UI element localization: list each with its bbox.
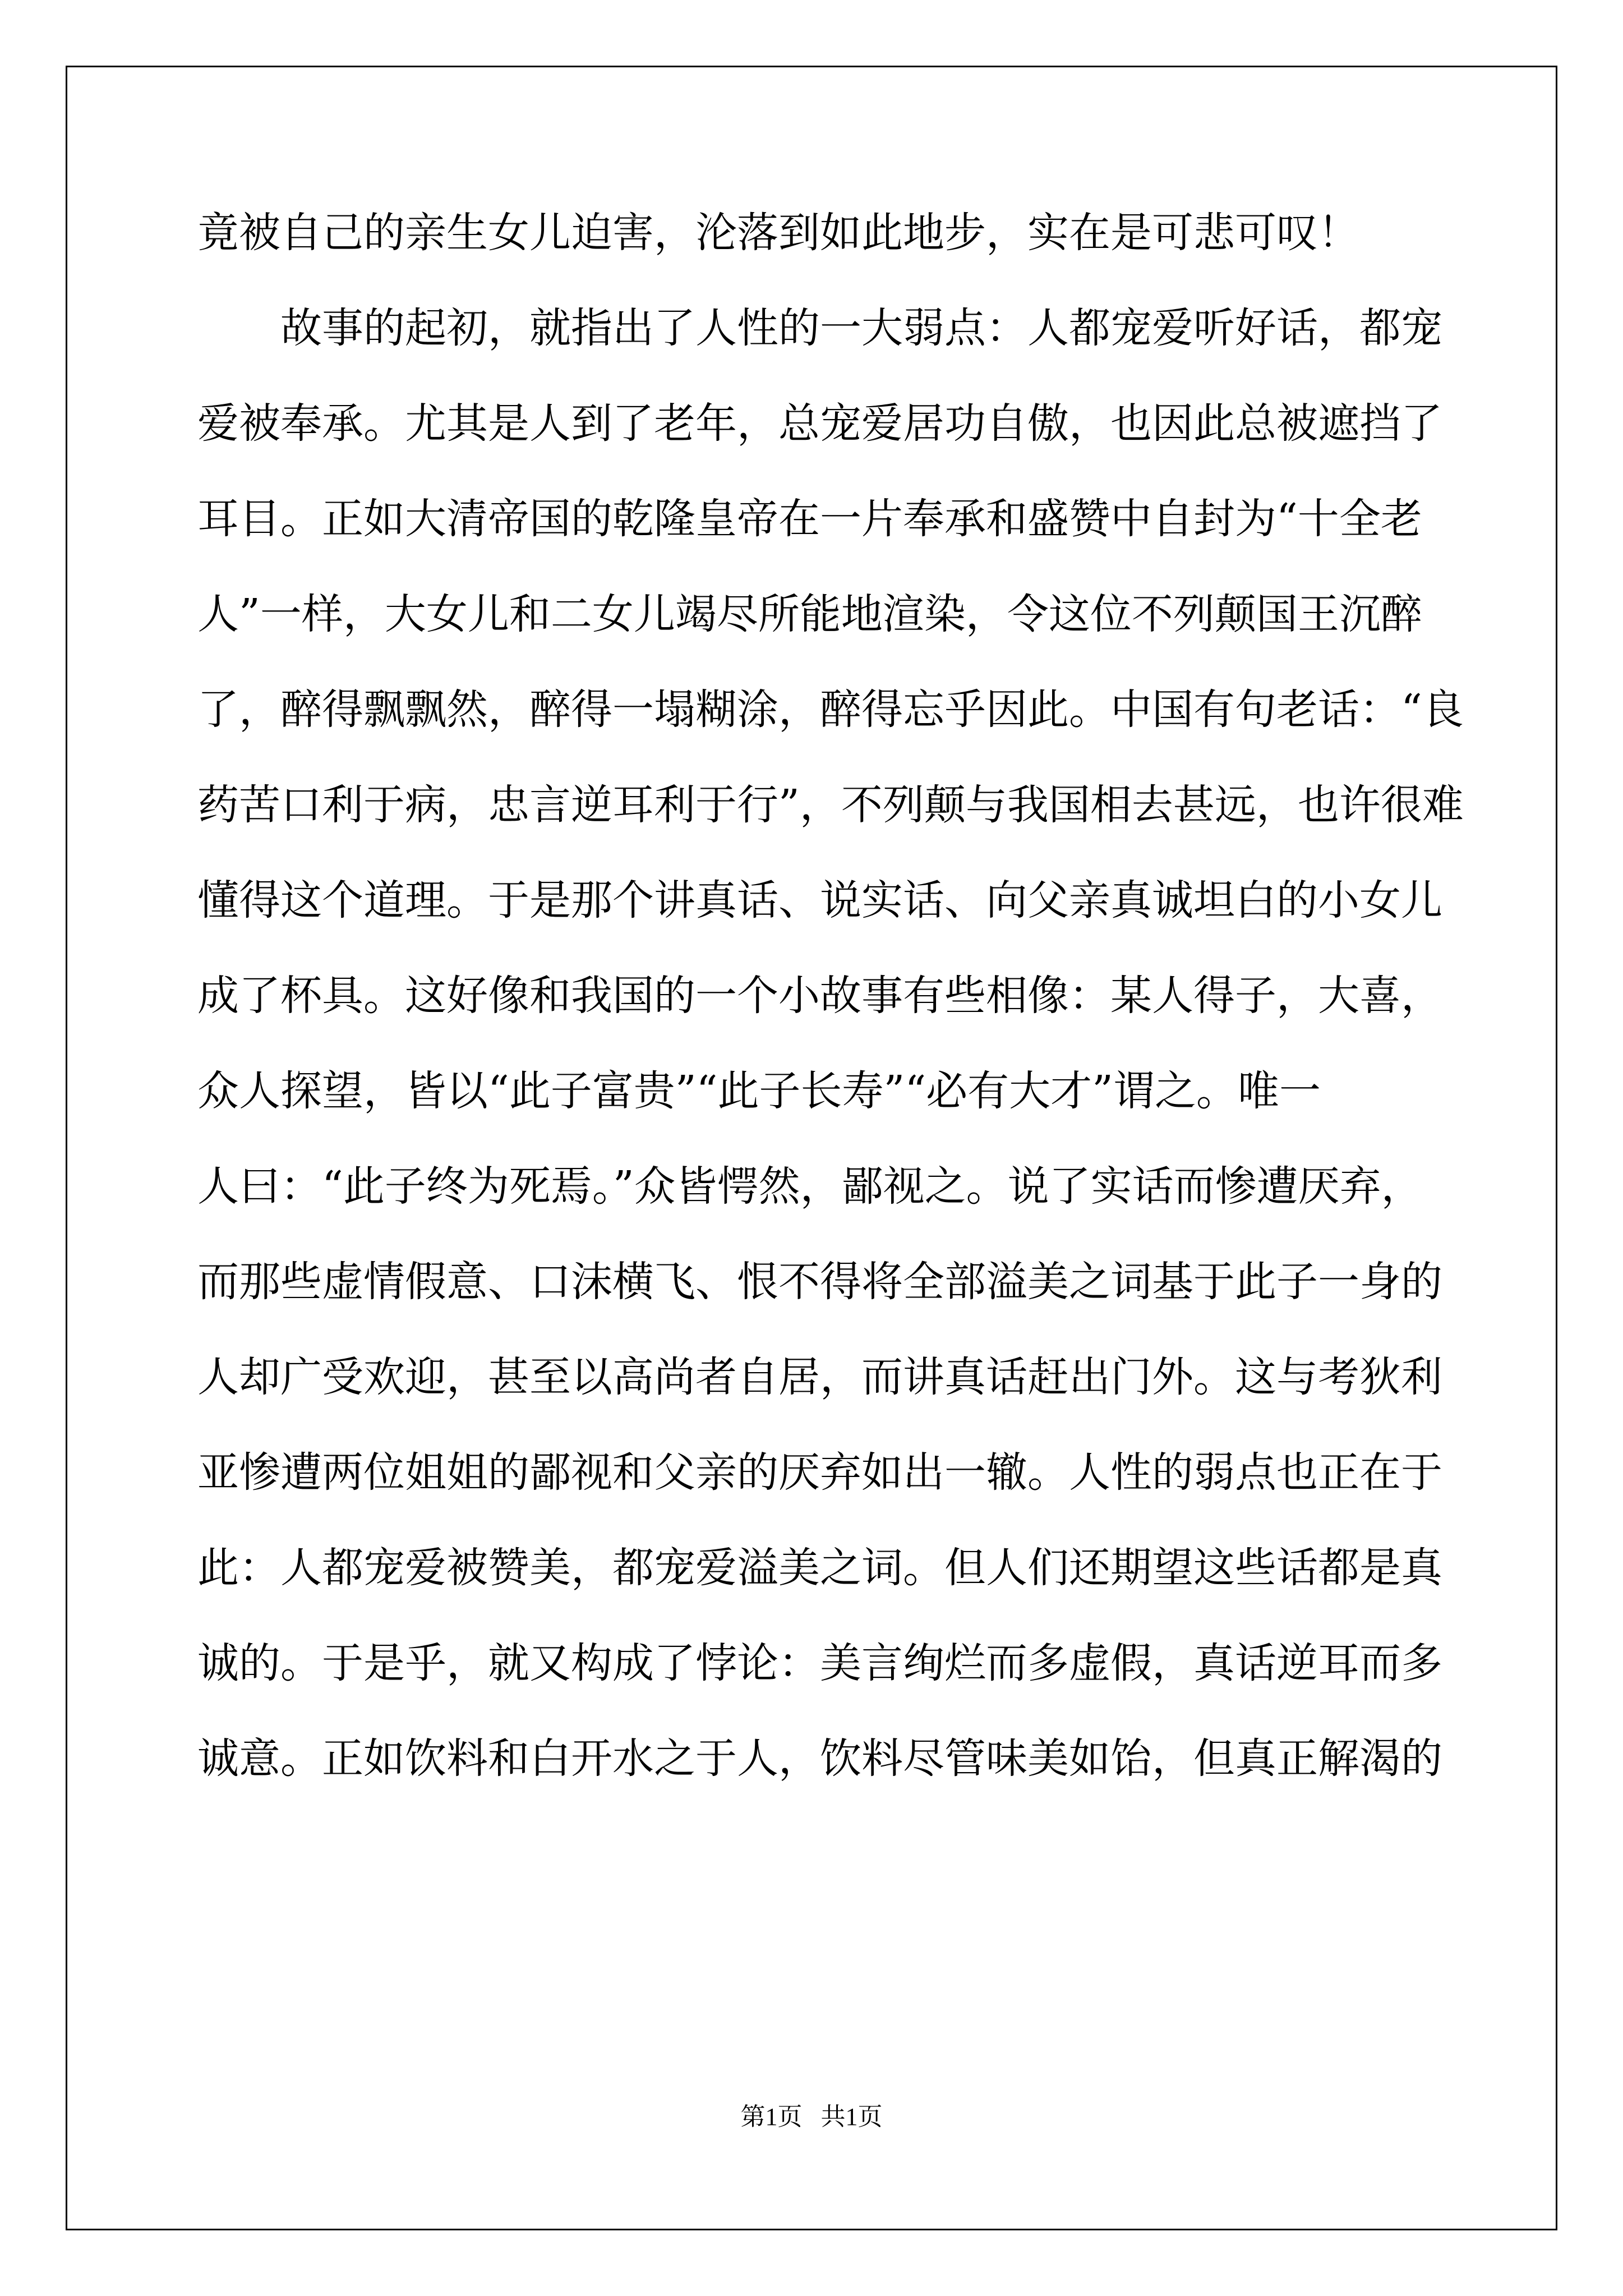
page-total: 共1页	[820, 2103, 883, 2131]
text-line: 亚惨遭两位姐姐的鄙视和父亲的厌弃如出一辙。人性的弱点也正在于	[197, 1448, 1442, 1497]
text-line: 而那些虚情假意、口沫横飞、恨不得将全部溢美之词基于此子一身的	[197, 1258, 1442, 1306]
text-line: 故事的起初，就指出了人性的一大弱点：人都宠爱听好话，都宠	[197, 304, 1442, 352]
text-line: 诚意。正如饮料和白开水之于人，饮料尽管味美如饴，但真正解渴的	[197, 1734, 1442, 1783]
text-line: 药苦口利于病，忠言逆耳利于行”，不列颠与我国相去甚远，也许很难	[197, 781, 1464, 829]
text-line: 竟被自己的亲生女儿迫害，沦落到如此地步，实在是可悲可叹！	[197, 209, 1359, 257]
text-line: 人”一样，大女儿和二女儿竭尽所能地渲染，令这位不列颠国王沉醉	[197, 590, 1422, 638]
text-line: 此：人都宠爱被赞美，都宠爱溢美之词。但人们还期望这些话都是真	[197, 1544, 1442, 1592]
text-line: 人曰：“此子终为死焉。”众皆愕然，鄙视之。说了实话而惨遭厌弃，	[197, 1162, 1423, 1211]
text-line: 懂得这个道理。于是那个讲真话、说实话、向父亲真诚坦白的小女儿	[197, 876, 1442, 924]
text-line: 了，醉得飘飘然，醉得一塌糊涂，醉得忘乎因此。中国有句老话：“良	[197, 685, 1464, 734]
text-line: 众人探望，皆以“此子富贵”“此子长寿”“必有大才”谓之。唯一	[197, 1067, 1321, 1115]
page-footer	[0, 2096, 1623, 2132]
page-number: 第1页	[740, 2103, 803, 2131]
text-line: 成了杯具。这好像和我国的一个小故事有些相像：某人得子，大喜，	[197, 972, 1442, 1020]
text-line: 人却广受欢迎，甚至以高尚者自居，而讲真话赶出门外。这与考狄利	[197, 1353, 1442, 1401]
text-line: 诚的。于是乎，就又构成了悖论：美言绚烂而多虚假，真话逆耳而多	[197, 1639, 1442, 1687]
text-line: 爱被奉承。尤其是人到了老年，总宠爱居功自傲，也因此总被遮挡了	[197, 399, 1442, 448]
text-line: 耳目。正如大清帝国的乾隆皇帝在一片奉承和盛赞中自封为“十全老	[197, 495, 1422, 543]
document-body	[197, 185, 1464, 1806]
